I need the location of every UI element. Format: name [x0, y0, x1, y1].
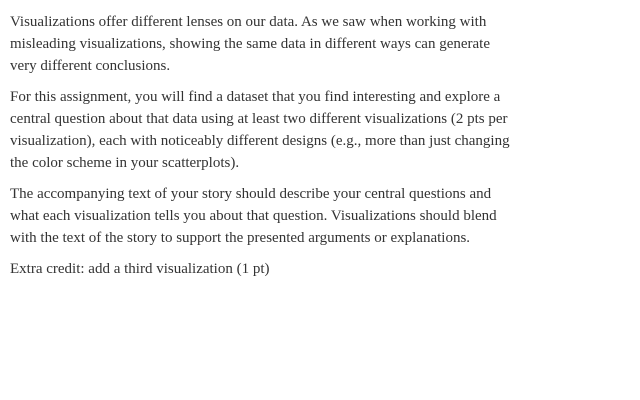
text-line: misleading visualizations, showing the same data in different ways can generate: [10, 36, 490, 52]
text-line: Extra credit: add a third visualization (1 pt): [10, 261, 270, 277]
text-line: For this assignment, you will find a dataset that you find interesting and explore a: [10, 89, 501, 105]
paragraph-intro: [10, 11, 630, 77]
text-line: what each visualization tells you about that question. Visualizations should blend: [10, 208, 497, 224]
paragraph-assignment: [10, 86, 630, 174]
paragraph-extra-credit: [10, 258, 630, 280]
text-line: Visualizations offer different lenses on our data. As we saw when working with: [10, 14, 487, 30]
text-line: with the text of the story to support the presented arguments or explanations.: [10, 230, 471, 246]
paragraph-story: [10, 183, 630, 249]
text-line: very different conclusions.: [10, 58, 171, 74]
text-line: central question about that data using at least two different visualizations (2 pts per: [10, 111, 508, 127]
text-line: visualization), each with noticeably different designs (e.g., more than just changing: [10, 133, 510, 149]
text-line: the color scheme in your scatterplots).: [10, 155, 240, 171]
text-line: The accompanying text of your story should describe your central questions and: [10, 186, 492, 202]
